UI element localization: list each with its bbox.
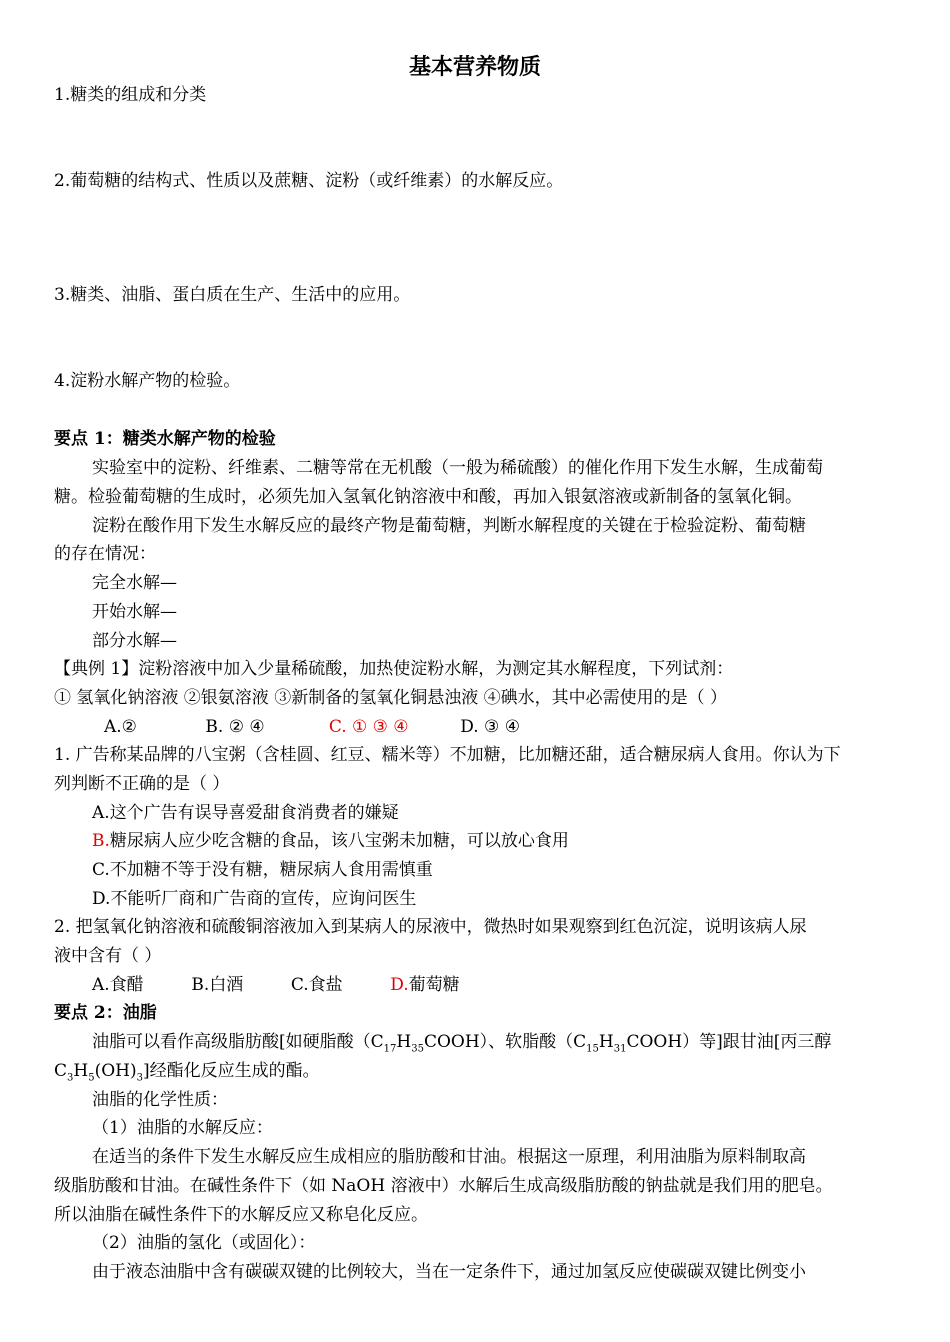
- example1-options: [104, 713, 520, 741]
- point1-heading: 要点 1：糖类水解产物的检验: [54, 429, 276, 449]
- q1-option-c-text: 不加糖不等于没有糖，糖尿病人食用需慎重: [109, 860, 433, 880]
- q2-option-b-text: 白酒: [209, 975, 244, 995]
- q1-option-a: [92, 799, 399, 827]
- para1-sub-4: 31: [613, 1043, 627, 1055]
- case-partial: 部分水解—: [92, 631, 177, 651]
- example1-option-a: A.②: [104, 717, 137, 737]
- q2-option-b-letter: B.: [191, 975, 210, 995]
- hydrolysis-heading: （1）油脂的水解反应：: [92, 1118, 273, 1138]
- para1-l2-sub-2: 5: [88, 1072, 95, 1084]
- hydrolysis-line2: 级脂肪酸和甘油。在碱性条件下（如 NaOH 溶液中）水解后生成高级脂肪酸的钠盐就是我们用的肥皂。: [54, 1176, 833, 1196]
- point1-para2-line2: 的存在情况：: [54, 544, 156, 564]
- q1-option-d: [92, 885, 416, 913]
- objective-4: 4.淀粉水解产物的检验。: [54, 371, 241, 391]
- q2-option-a-letter: A.: [92, 975, 110, 995]
- q2-option-a: [92, 971, 186, 999]
- q1-option-b-letter-answer: B.: [92, 831, 110, 851]
- q2-stem-line2: 液中含有（ ）: [54, 946, 162, 966]
- case-start: 开始水解—: [92, 602, 177, 622]
- q2-option-d-letter-answer: D.: [390, 975, 409, 995]
- q1-option-c: [92, 856, 433, 884]
- case-complete: 完全水解—: [92, 573, 177, 593]
- q1-stem-line1: 1. 广告称某品牌的八宝粥（含桂圆、红豆、糯米等）不加糖，比加糖还甜，适合糖尿病人食用。你认为下: [54, 745, 841, 765]
- hydrogenation-heading: （2）油脂的氢化（或固化）：: [92, 1233, 316, 1253]
- para1-sub-2: 35: [411, 1043, 424, 1055]
- q1-option-d-letter: D.: [92, 889, 111, 909]
- q1-stem-line2: 列判断不正确的是（ ）: [54, 774, 230, 794]
- q2-stem-line1: 2. 把氢氧化钠溶液和硫酸铜溶液加入到某病人的尿液中，微热时如果观察到红色沉淀，说明该病人尿: [54, 917, 807, 937]
- hydrolysis-line3: 所以油脂在碱性条件下的水解反应又称皂化反应。: [54, 1205, 428, 1225]
- q2-option-c: [291, 971, 385, 999]
- example1-option-d: D. ③ ④: [460, 717, 520, 737]
- point2-para1-line2: [54, 1057, 320, 1085]
- point1-para1-line2: 糖。检验葡萄糖的生成时，必须先加入氢氧化钠溶液中和酸，再加入银氨溶液或新制备的氢氧化铜。: [54, 487, 802, 507]
- para1-text-c: COOH）、软脂酸（C: [423, 1032, 587, 1052]
- q2-option-d-text: 葡萄糖: [408, 975, 460, 995]
- para1-text-b: H: [396, 1032, 412, 1052]
- para1-l2-text-a: C: [54, 1061, 68, 1081]
- q2-option-c-text: 食盐: [308, 975, 343, 995]
- para1-l2-text-d: ]经酯化反应生成的酯。: [143, 1061, 320, 1081]
- point2-para1-line1: [92, 1028, 831, 1056]
- q2-option-c-letter: C.: [290, 975, 309, 995]
- hydrogenation-line1: 由于液态油脂中含有碳碳双键的比例较大，当在一定条件下，通过加氢反应使碳碳双键比例变小: [92, 1262, 806, 1282]
- q2-options: [92, 971, 460, 999]
- para1-l2-text-b: H: [73, 1061, 89, 1081]
- q1-option-d-text: 不能听厂商和广告商的宣传，应询问医生: [110, 889, 417, 909]
- q1-option-a-text: 这个广告有误导喜爱甜食消费者的嫌疑: [109, 803, 399, 823]
- para1-l2-sub-3: 3: [136, 1072, 143, 1084]
- objective-1: 1.糖类的组成和分类: [54, 85, 207, 105]
- q1-option-c-letter: C.: [92, 860, 110, 880]
- para1-sub-1: 17: [383, 1043, 397, 1055]
- para1-text-e: COOH）等]跟甘油[丙三醇: [626, 1032, 832, 1052]
- para1-text-d: H: [598, 1032, 614, 1052]
- para1-text-a: 油脂可以看作高级脂肪酸[如硬脂酸（C: [92, 1032, 384, 1052]
- point2-heading: 要点 2：油脂: [54, 1003, 157, 1023]
- q2-option-b: [191, 971, 285, 999]
- para1-l2-text-c: (OH): [94, 1061, 137, 1081]
- para1-l2-sub-1: 3: [67, 1072, 74, 1084]
- page-title: 基本营养物质: [408, 54, 541, 80]
- point1-para1-line1: 实验室中的淀粉、纤维素、二糖等常在无机酸（一般为稀硫酸）的催化作用下发生水解，生成葡萄: [92, 458, 823, 478]
- q2-option-a-text: 食醋: [109, 975, 144, 995]
- example1-line2: ① 氢氧化钠溶液 ②银氨溶液 ③新制备的氢氧化铜悬浊液 ④碘水，其中必需使用的是（ ）: [54, 688, 728, 708]
- objective-3: 3.糖类、油脂、蛋白质在生产、生活中的应用。: [54, 285, 411, 305]
- q1-option-a-letter: A.: [92, 803, 110, 823]
- q1-option-b: [92, 827, 569, 855]
- point1-para2-line1: 淀粉在酸作用下发生水解反应的最终产物是葡萄糖，判断水解程度的关键在于检验淀粉、葡萄糖: [92, 516, 806, 536]
- example1-option-c-answer: C. ① ③ ④: [328, 717, 409, 737]
- q1-option-b-text: 糖尿病人应少吃含糖的食品，该八宝粥未加糖，可以放心食用: [109, 831, 569, 851]
- hydrolysis-line1: 在适当的条件下发生水解反应生成相应的脂肪酸和甘油。根据这一原理，利用油脂为原料制取高: [92, 1147, 806, 1167]
- objective-2: 2.葡萄糖的结构式、性质以及蔗糖、淀粉（或纤维素）的水解反应。: [54, 171, 564, 191]
- example1-line1: 【典例 1】淀粉溶液中加入少量稀硫酸，加热使淀粉水解，为测定其水解程度，下列试剂：: [54, 659, 734, 679]
- chem-props-label: 油脂的化学性质：: [92, 1090, 228, 1110]
- q2-option-d: [390, 971, 459, 999]
- para1-sub-3: 15: [586, 1043, 599, 1055]
- example1-option-b: B. ② ④: [205, 717, 265, 737]
